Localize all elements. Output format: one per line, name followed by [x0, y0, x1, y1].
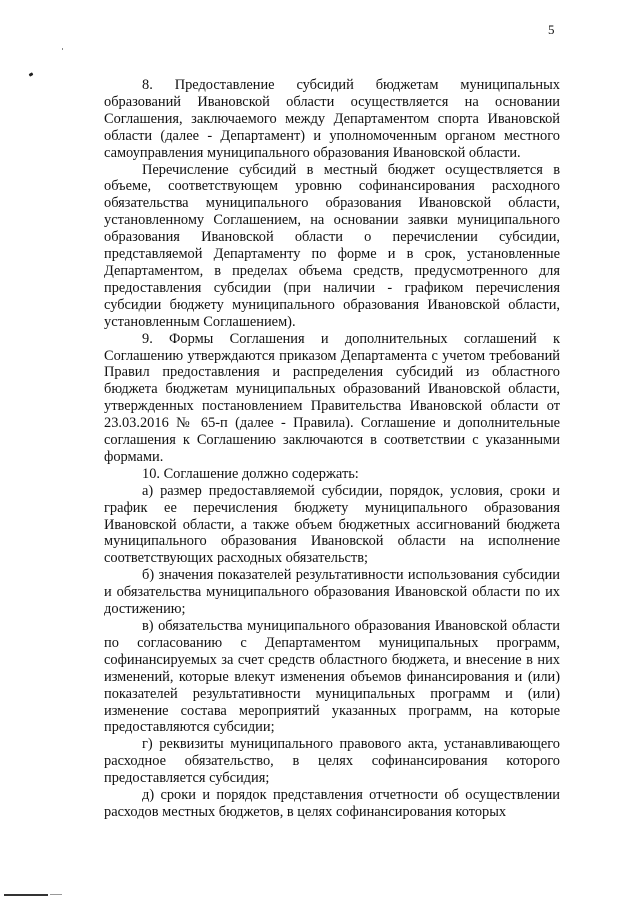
paragraph-8: 8. Предоставление субсидий бюджетам муниципальных образований Ивановской области осуществляется на основании Соглашения, заключаемого между Департаментом спорта Ивановской области (далее - Департамент) и уполномоченным органом местного самоуправления муниципального образования Ивановской области. — [104, 77, 560, 161]
paragraph-10-g: г) реквизиты муниципального правового акта, устанавливающего расходное обязательство, в целях софинансирования которого предоставляется субсидия; — [104, 736, 560, 787]
paragraph-10-d: д) сроки и порядок представления отчетности об осуществлении расходов местных бюджетов, в целях софинансирования которых — [104, 787, 560, 820]
page-number: 5 — [548, 22, 555, 37]
scan-edge-mark — [4, 894, 48, 896]
paragraph-9: 9. Формы Соглашения и дополнительных соглашений к Соглашению утверждаются приказом Департамента с учетом требований Правил предоставления и распределения субсидий из областного бюджета бюджетам муниципальных образований Ивановской области, утвержденных постановлением Правительства Ивановской области от 23.03.2016 № 65-п (далее - Правила). Соглашение и дополнительные соглашения к Соглашению заключаются в соответствии с указанными формами. — [104, 330, 560, 465]
paragraph-10: 10. Соглашение должно содержать: — [142, 465, 359, 482]
scan-speck — [62, 48, 63, 50]
paragraph-transfer: Перечисление субсидий в местный бюджет осуществляется в объеме, соответствующем уровню софинансирования расходного обязательства муниципального образования Ивановской области, установленному Соглашением, на основании заявки муниципального образования Ивановской области о перечислении субсидии, представляемой Департаменту по форме и в срок, установленные Департаментом, в пределах объема средств, предусмотренного для предоставления субсидии (при наличии - графиком перечисления субсидии бюджету муниципального образования Ивановской области, установленным Соглашением). — [104, 161, 560, 330]
document-body — [104, 77, 560, 821]
paragraph-10-a: а) размер предоставляемой субсидии, порядок, условия, сроки и график ее перечисления бюджету муниципального образования Ивановской области, а также объем бюджетных ассигнований бюджета муниципального образования Ивановской области на исполнение соответствующих расходных обязательств; — [104, 482, 560, 567]
paragraph-10-v: в) обязательства муниципального образования Ивановской области по согласованию с Департаментом муниципальных программ, софинансируемых за счет средств областного бюджета, и внесение в них изменений, которые влекут изменения объемов финансирования и (или) показателей результативности муниципальных программ и (или) изменение состава мероприятий указанных программ, на которые предоставляются субсидии; — [104, 618, 560, 736]
paragraph-10-b: б) значения показателей результативности использования субсидии и обязательства муниципального образования Ивановской области по их достижению; — [104, 567, 560, 618]
scan-edge-mark — [50, 894, 62, 895]
scan-speck — [29, 72, 34, 77]
